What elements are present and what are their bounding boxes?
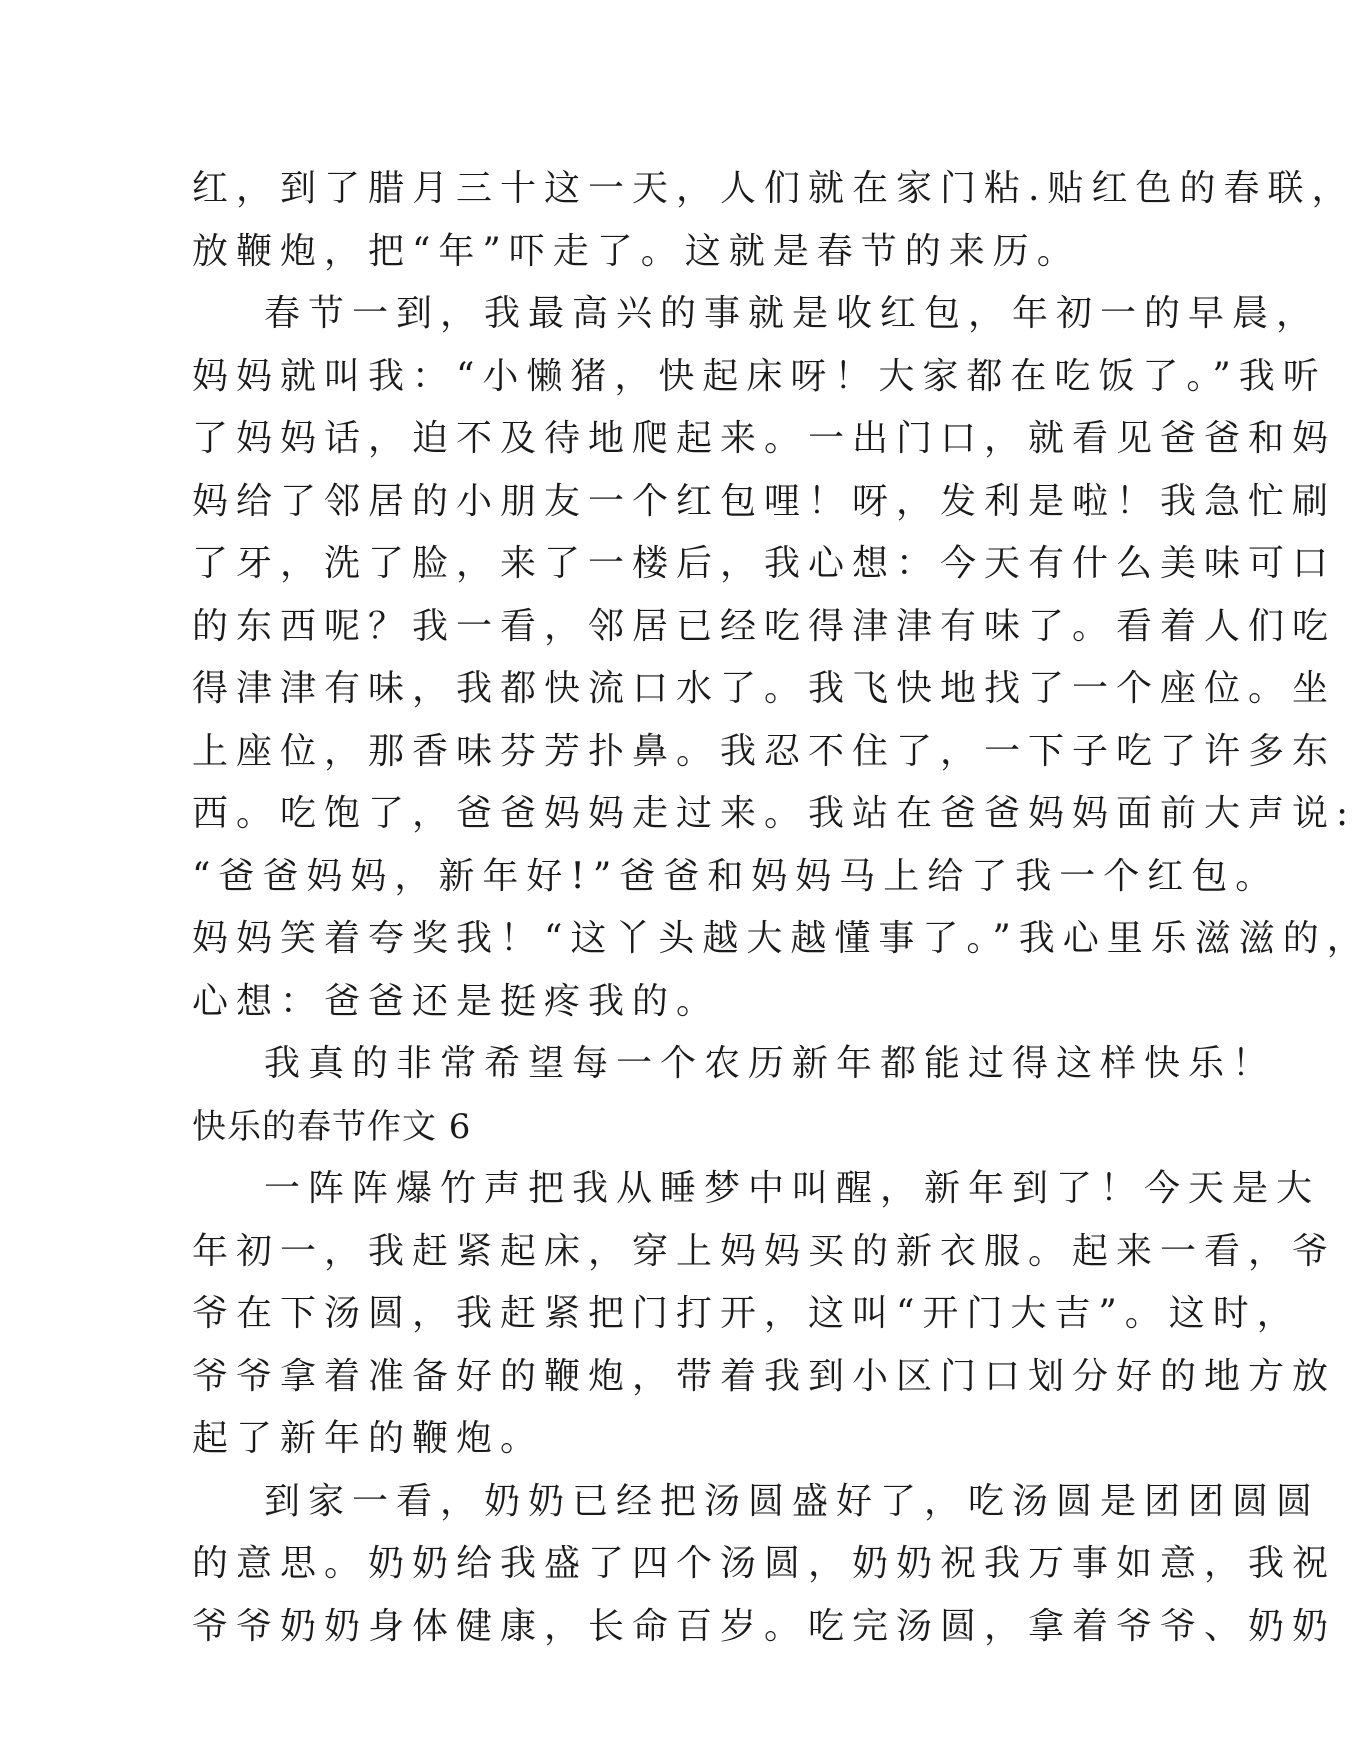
- text-line: 妈妈笑着夸奖我！“这丫头越大越懂事了。”我心里乐滋滋的，: [192, 918, 1371, 959]
- text-line: 上座位，那香味芬芳扑鼻。我忍不住了，一下子吃了许多东: [192, 730, 1337, 772]
- paragraph: [192, 1033, 1277, 1096]
- text-line: 心想：爸爸还是挺疼我的。: [192, 980, 721, 1022]
- text-line: 一阵阵爆竹声把我从睡梦中叫醒，新年到了！今天是大: [264, 1168, 1321, 1209]
- text-line: 了妈妈话，迫不及待地爬起来。一出门口，就看见爸爸和妈: [192, 418, 1337, 459]
- text-line: 红，到了腊月三十这一天，人们就在家门粘.贴红色的春联，: [192, 168, 1356, 209]
- text-line: 得津津有味，我都快流口水了。我飞快地找了一个座位。坐: [192, 668, 1337, 709]
- text-line: 放鞭炮，把“年”吓走了。这就是春节的来历。: [192, 230, 1081, 272]
- paragraph: [192, 283, 1371, 1033]
- text-line: 爷爷拿着准备好的鞭炮，带着我到小区门口划分好的地方放: [192, 1355, 1337, 1397]
- text-line: 了牙，洗了脸，来了一楼后，我心想：今天有什么美味可口: [192, 543, 1337, 584]
- text-line: 妈给了邻居的小朋友一个红包哩！呀，发利是啦！我急忙刷: [192, 480, 1337, 522]
- text-line: 妈妈就叫我：“小懒猪，快起床呀！大家都在吃饭了。”我听: [192, 355, 1327, 397]
- text-line: 爷在下汤圆，我赶紧把门打开，这叫“开门大吉”。这时，: [192, 1293, 1301, 1334]
- text-line: 春节一到，我最高兴的事就是收红包，年初一的早晨，: [264, 293, 1321, 334]
- section-heading: 快乐的春节作文 6: [192, 1106, 472, 1147]
- text-line: 年初一，我赶紧起床，穿上妈妈买的新衣服。起来一看，爷: [192, 1230, 1337, 1272]
- paragraph: [192, 1471, 1337, 1659]
- paragraph: [192, 158, 1356, 283]
- text-line: 我真的非常希望每一个农历新年都能过得这样快乐！: [264, 1043, 1277, 1084]
- text-line: 爷爷奶奶身体健康，长命百岁。吃完汤圆，拿着爷爷、奶奶: [192, 1605, 1337, 1647]
- text-line: 到家一看，奶奶已经把汤圆盛好了，吃汤圆是团团圆圆: [264, 1480, 1321, 1522]
- paragraph: [192, 1158, 1337, 1471]
- text-line: “爸爸妈妈，新年好!”爸爸和妈妈马上给了我一个红包。: [192, 855, 1280, 897]
- text-line: 西。吃饱了，爸爸妈妈走过来。我站在爸爸妈妈面前大声说:: [192, 793, 1357, 834]
- document-page: [192, 158, 1371, 1658]
- text-line: 的意思。奶奶给我盛了四个汤圆，奶奶祝我万事如意，我祝: [192, 1543, 1337, 1584]
- text-line: 的东西呢？我一看，邻居已经吃得津津有味了。看着人们吃: [192, 605, 1337, 647]
- text-line: 起了新年的鞭炮。: [192, 1418, 545, 1459]
